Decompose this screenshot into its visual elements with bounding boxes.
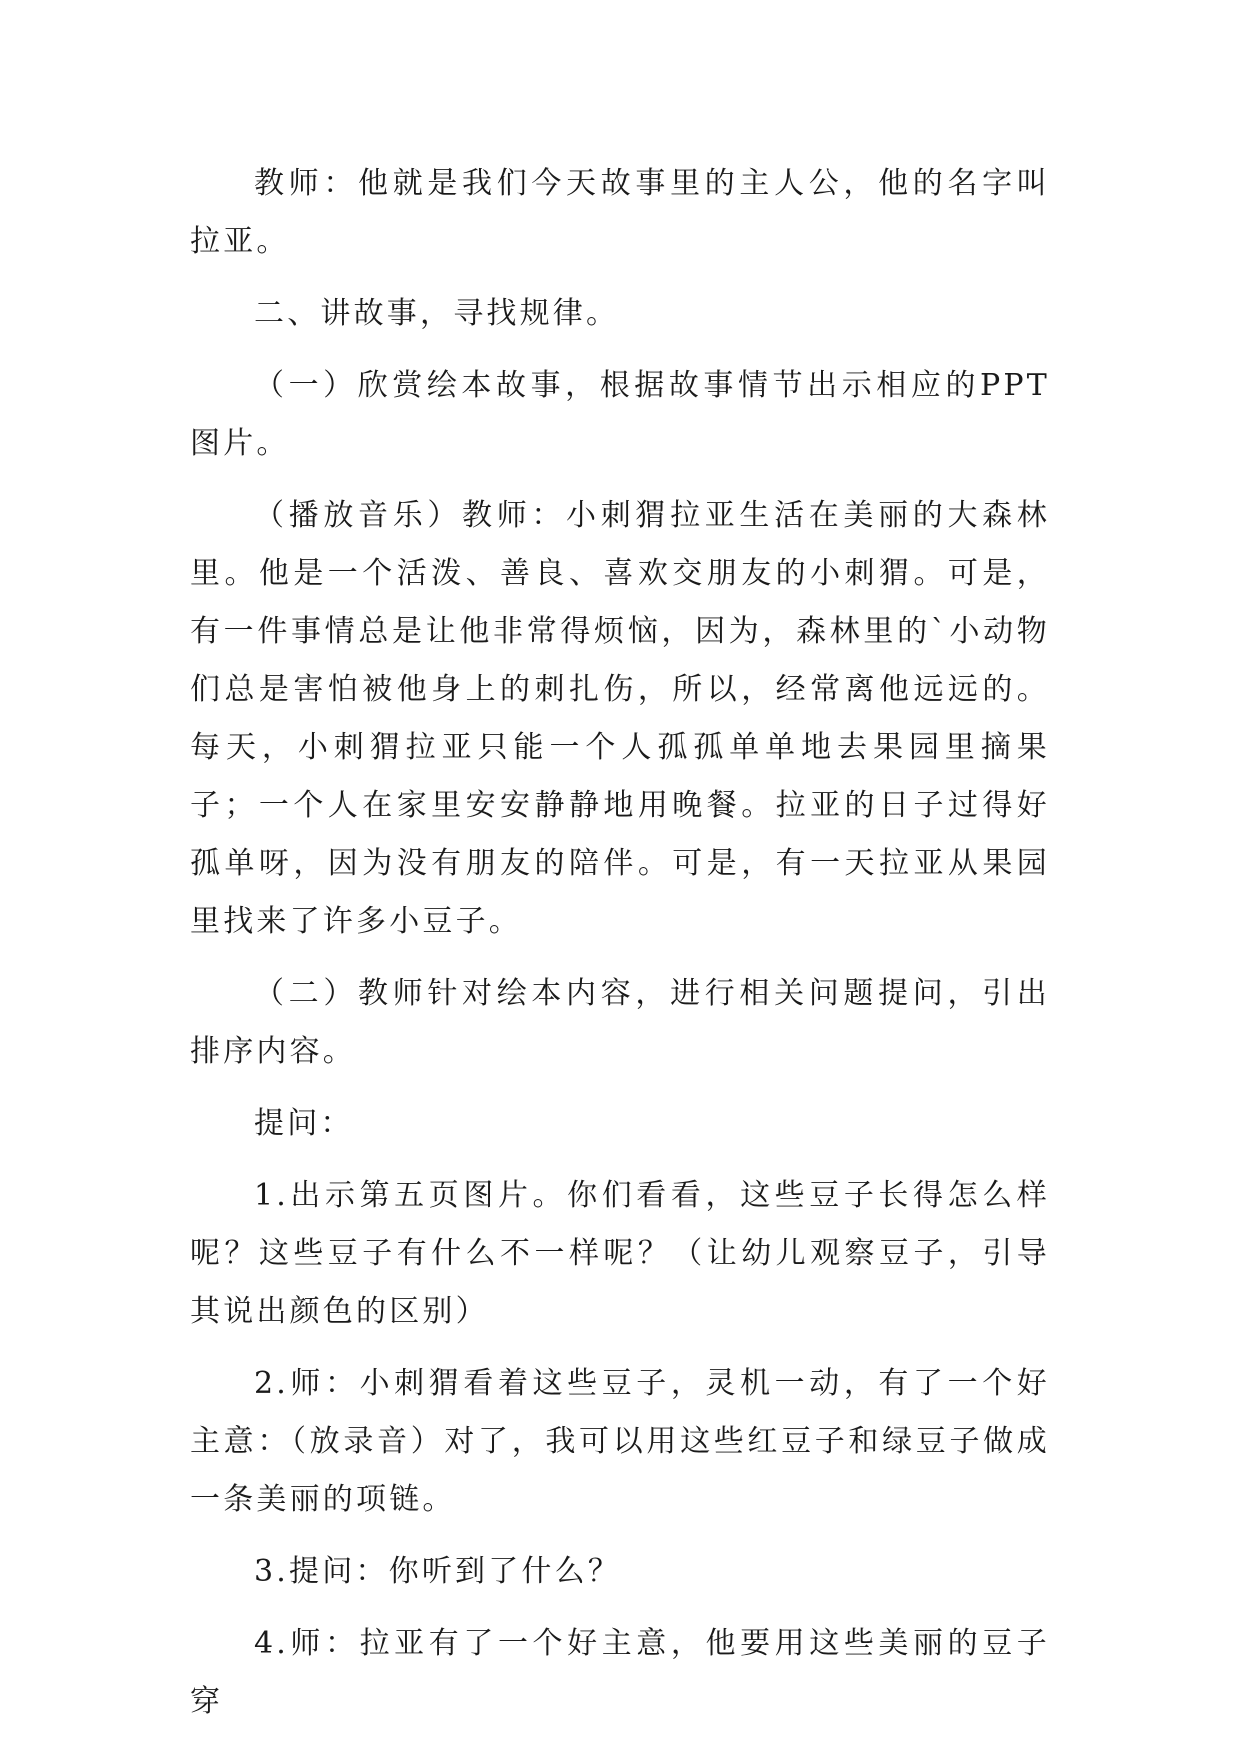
list-item-4: 4.师：拉亚有了一个好主意，他要用这些美丽的豆子穿 [190,1626,1050,1719]
list-item-3: 3.提问：你听到了什么？ [254,1554,622,1589]
list-item-1: 1.出示第五页图片。你们看看，这些豆子长得怎么样呢？这些豆子有什么不一样呢？（让幼儿观察豆子，引导其说出颜色的区别） [190,1178,1050,1329]
paragraph-intro-teacher: 教师：他就是我们今天故事里的主人公，他的名字叫拉亚。 [190,166,1050,259]
section-heading-storytelling: 二、讲故事，寻找规律。 [254,296,620,331]
paragraph-ask-label: 提问： [254,1106,354,1141]
paragraph-story: （播放音乐）教师：小刺猬拉亚生活在美丽的大森林里。他是一个活泼、善良、喜欢交朋友的小刺猬。可是，有一件事情总是让他非常得烦恼，因为，森林里的`小动物们总是害怕被他身上的刺扎伤，所以，经常离他远远的。每天，小刺猬拉亚只能一个人孤孤单单地去果园里摘果子；一个人在家里安安静静地用晚餐。拉亚的日子过得好孤单呀，因为没有朋友的陪伴。可是，有一天拉亚从果园里找来了许多小豆子。 [190,498,1050,939]
subsection-heading-appreciate: （一）欣赏绘本故事，根据故事情节出示相应的PPT图片。 [190,368,1050,461]
document-body [190,155,1050,1745]
subsection-heading-questions: （二）教师针对绘本内容，进行相关问题提问，引出排序内容。 [190,976,1050,1069]
list-item-2: 2.师：小刺猬看着这些豆子，灵机一动，有了一个好主意：（放录音）对了，我可以用这些红豆子和绿豆子做成一条美丽的项链。 [190,1366,1050,1517]
